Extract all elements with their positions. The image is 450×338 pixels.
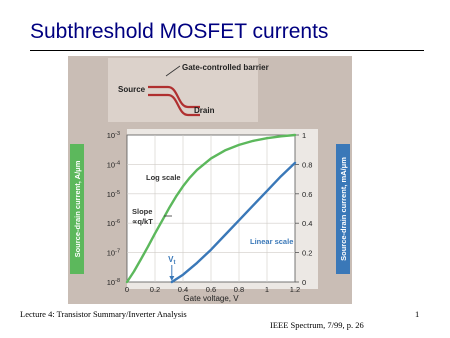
slope-label-line1: Slope <box>132 207 153 216</box>
page-number: 1 <box>415 309 420 319</box>
right-tick-label: 0.4 <box>302 219 313 229</box>
left-tick-exponent: -4 <box>115 160 120 167</box>
left-tick-exponent: -6 <box>115 219 120 226</box>
x-tick-label: 0.6 <box>205 285 217 294</box>
x-tick-label: 0 <box>124 285 130 294</box>
left-tick-exponent: -7 <box>115 248 120 255</box>
left-tick-labels <box>107 131 120 287</box>
left-tick-exponent: -3 <box>115 131 120 137</box>
left-tick-label <box>107 131 120 140</box>
footer-source: IEEE Spectrum, 7/99, p. 26 <box>270 320 364 330</box>
right-tick-label: 1 <box>302 131 307 140</box>
left-tick-base: 10 <box>106 131 116 140</box>
left-tick-base: 10 <box>106 219 116 229</box>
chart-figure <box>68 56 352 304</box>
series-label-log: Log scale <box>146 173 181 182</box>
inset-title: Gate-controlled barrier <box>182 63 269 72</box>
footer-lecture-title: Lecture 4: Transistor Summary/Inverter Analysis <box>20 309 187 319</box>
left-tick-base: 10 <box>106 278 116 287</box>
x-tick-label: 1.2 <box>289 285 301 294</box>
x-tick-label: 0.2 <box>149 285 161 294</box>
left-tick-label <box>107 190 120 199</box>
left-axis-label: Source-drain current, A/μm <box>73 160 82 258</box>
left-tick-label <box>107 278 120 287</box>
title-underline <box>30 50 424 51</box>
x-tick-label: 0.8 <box>233 285 245 294</box>
x-axis-label: Gate voltage, V <box>183 294 239 303</box>
series-label-linear: Linear scale <box>250 237 294 246</box>
inset-drain-label: Drain <box>194 106 215 115</box>
left-tick-label <box>107 219 120 228</box>
chart-svg <box>68 56 352 304</box>
left-tick-exponent: -5 <box>115 189 120 196</box>
right-tick-label: 0.2 <box>302 248 313 258</box>
x-tick-label: 0.4 <box>177 285 189 294</box>
vt-label-sub: t <box>173 260 176 266</box>
left-tick-exponent: -8 <box>115 278 120 284</box>
right-tick-label: 0.8 <box>302 160 313 170</box>
slide-title: Subthreshold MOSFET currents <box>30 20 329 43</box>
left-tick-base: 10 <box>106 160 116 170</box>
x-tick-label: 1 <box>264 285 270 294</box>
barrier-inset <box>108 58 269 122</box>
slope-label-line2: ∝q/kT <box>132 217 153 226</box>
left-tick-label <box>107 249 120 258</box>
left-tick-label <box>107 160 120 169</box>
right-axis-label: Source-drain current, mA/μm <box>339 157 348 261</box>
left-tick-base: 10 <box>106 248 116 258</box>
right-tick-label: 0.6 <box>302 189 313 199</box>
right-tick-label: 0 <box>302 278 307 287</box>
left-tick-base: 10 <box>106 189 116 199</box>
inset-source-label: Source <box>118 85 146 94</box>
vt-label-main: V <box>168 255 174 264</box>
